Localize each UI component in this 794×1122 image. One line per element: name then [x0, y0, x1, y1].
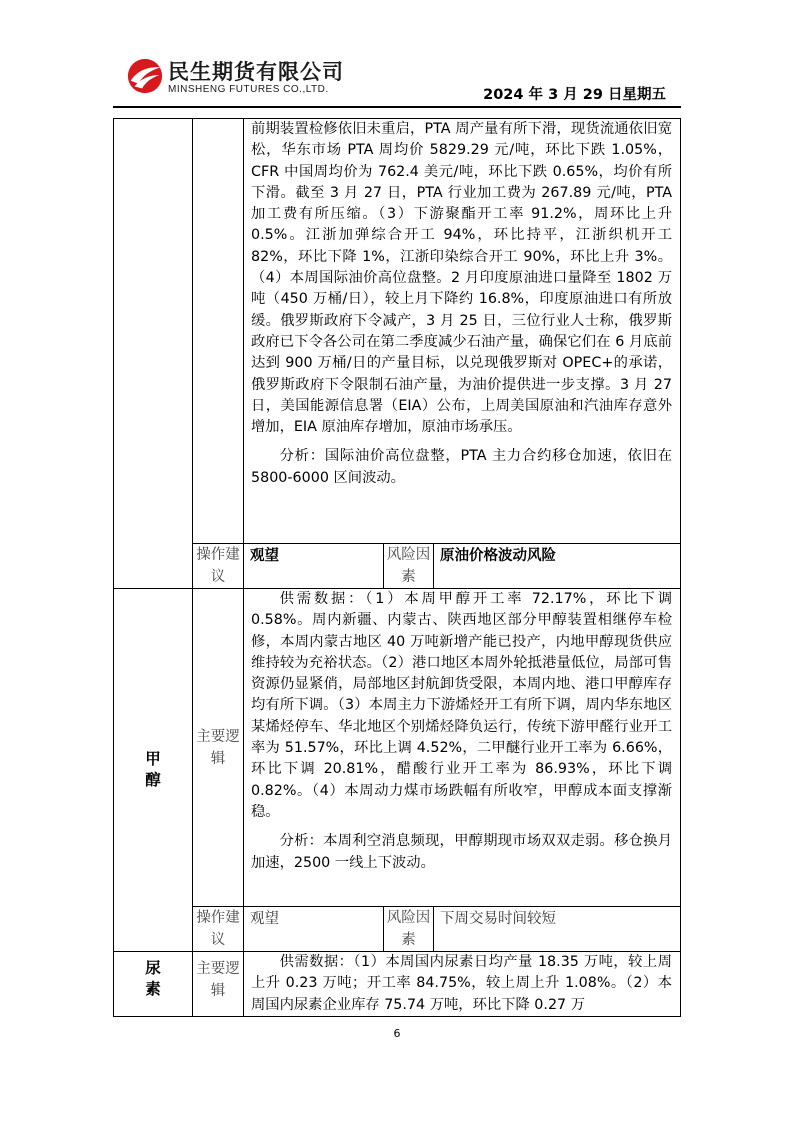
urea-logic-cell [244, 952, 681, 1017]
urea-logic-row [114, 952, 681, 1017]
methanol-risk-value: 下周交易时间较短 [434, 907, 681, 952]
company-name-cn: 民生期货有限公司 [168, 60, 344, 84]
pta-analysis-text: 分析：国际油价高位盘整，PTA 主力合约移仓加速，依旧在 5800-6000 区间波动。 [251, 448, 672, 486]
page-header [0, 0, 794, 118]
pta-risk-value: 原油价格波动风险 [434, 544, 681, 589]
pta-advice-value: 观望 [244, 544, 384, 589]
page-number: 6 [393, 1027, 401, 1040]
methanol-category-text: 甲醇 [145, 750, 161, 789]
methanol-logic-cell [244, 589, 681, 907]
urea-logic-text: 供需数据：（1）本周国内尿素日均产量 18.35 万吨，较上周上升 0.23 万吨；开工率 84.75%，较上周上升 1.08%。（2）本周国内尿素企业库存 75.74 万吨，环比下降 0.27 万 [251, 954, 672, 1013]
pta-advice-label: 操作建议 [193, 544, 244, 589]
report-date: 2024 年 3 月 29 日星期五 [483, 87, 666, 103]
urea-logic-label: 主要逻辑 [193, 952, 244, 1017]
urea-category-text: 尿素 [145, 959, 161, 998]
commodity-table [113, 118, 681, 1017]
pta-risk-label: 风险因素 [384, 544, 434, 589]
methanol-advice-label: 操作建议 [193, 907, 244, 952]
methanol-risk-label: 风险因素 [384, 907, 434, 952]
methanol-analysis-text: 分析：本周利空消息频现，甲醇期现市场双双走弱。移仓换月加速，2500 一线上下波动。 [251, 833, 672, 871]
methanol-logic-row [114, 589, 681, 907]
methanol-advice-value: 观望 [244, 907, 384, 952]
methanol-logic-label: 主要逻辑 [193, 589, 244, 907]
company-logo [126, 55, 366, 101]
methanol-logic-text: 供需数据：（1）本周甲醇开工率 72.17%，环比下调 0.58%。周内新疆、内蒙古、陕西地区部分甲醇装置相继停车检修，本周内蒙古地区 40 万吨新增产能已投产，内地甲醇现货供应维持较为充裕状态。（2）港口地区本周外轮抵港量低位，局部可售资源仍显紧俏，局部地区封航卸货受限，本周内地、港口甲醇库存均有所下调。（3）本周主力下游烯烃开工有所下调，周内华东地区某烯烃停车、华北地区个别烯烃降负运行，传统下游甲醛行业开工率为 51.57%，环比上调 4.52%，二甲醚行业开工率为 6.66%，环比下调 20.81%，醋酸行业开工率为 86.93%，环比下调 0.82%。（4）本周动力煤市场跌幅有所收窄，甲醇成本面支撑渐稳。 [251, 591, 672, 820]
company-name-en: MINSHENG FUTURES CO.,LTD. [168, 84, 329, 95]
pta-advice-row [114, 544, 681, 589]
pta-logic-row [114, 119, 681, 544]
urea-category [114, 952, 193, 1017]
header-divider [113, 106, 681, 108]
methanol-advice-row [114, 907, 681, 952]
pta-logic-label-cell [193, 119, 244, 544]
pta-category-cell [114, 119, 193, 589]
pta-logic-text: 前期装置检修依旧未重启，PTA 周产量有所下滑，现货流通依旧宽松，华东市场 PTA 周均价 5829.29 元/吨，环比下跌 1.05%，CFR 中国周均价为 762.4 美元/吨，环比下跌 0.65%，均价有所下滑。截至 3 月 27 日，PTA 行业加工费为 267.89 元/吨，PTA 加工费有所压缩。（3）下游聚酯开工率 91.2%，周环比上升 0.5%。江浙加弹综合开工 94%，环比持平，江浙织机开工 82%，环比下降 1%，江浙印染综合开工 90%，环比上升 3%。（4）本周国际油价高位盘整。2 月印度原油进口量降至 1802 万吨（450 万桶/日），较上月下降约 16.8%，印度原油进口有所放缓。俄罗斯政府下令减产，3 月 25 日，三位行业人士称，俄罗斯政府已下令各公司在第二季度减少石油产量，确保它们在 6 月底前达到 900 万桶/日的产量目标，以兑现俄罗斯对 OPEC+的承诺，俄罗斯政府下令限制石油产量，为油价提供进一步支撑。3 月 27 日，美国能源信息署（EIA）公布，上周美国原油和汽油库存意外增加，EIA 原油库存增加，原油市场承压。 [251, 121, 672, 436]
minsheng-logo-icon [126, 57, 164, 95]
methanol-category [114, 589, 193, 952]
pta-logic-cell [244, 119, 681, 544]
